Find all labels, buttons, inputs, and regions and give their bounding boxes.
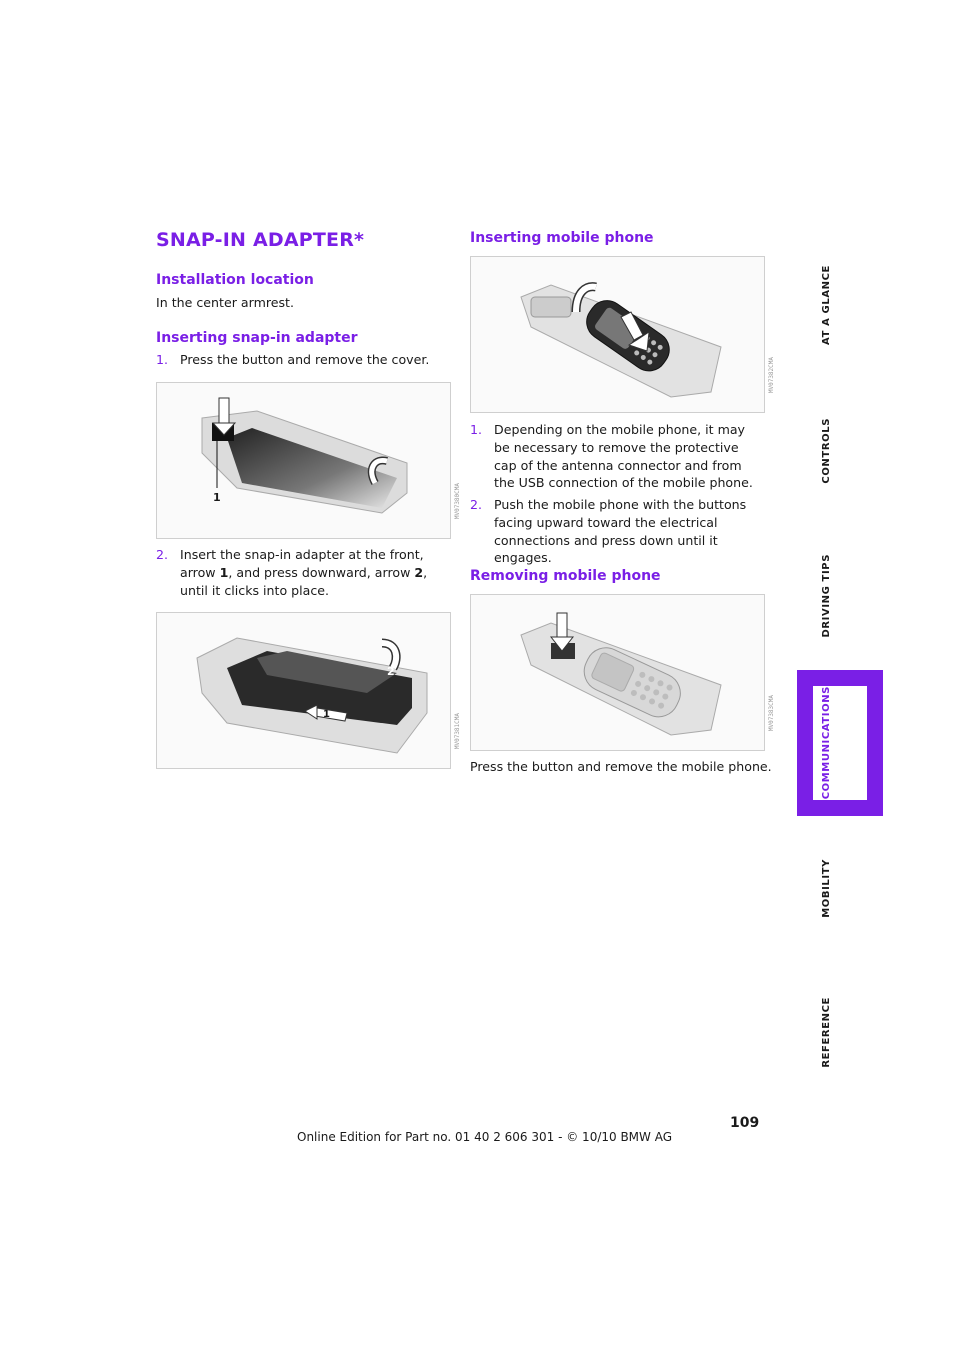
tab-controls[interactable]: CONTROLS <box>820 418 832 484</box>
callout-1: 1 <box>213 491 221 504</box>
figure-code: MV07380CMA <box>454 483 461 520</box>
adapter-step-1 <box>156 351 450 369</box>
step-text: Push the mobile phone with the buttons facing upward toward the electrical connections and press down until it engages. <box>494 497 747 566</box>
figure-remove-phone <box>470 594 775 751</box>
removing-phone-text: Press the button and remove the mobile phone. <box>470 759 772 774</box>
figure-remove-cover <box>156 382 461 539</box>
figure-code: MV07383CMA <box>768 695 775 732</box>
phone-step-1 <box>470 421 764 492</box>
callout-1: 1 <box>323 709 330 720</box>
tab-driving-tips[interactable]: DRIVING TIPS <box>820 554 832 638</box>
step-text: Press the button and remove the cover. <box>180 352 430 367</box>
tab-communications[interactable]: COMMUNICATIONS <box>820 686 832 800</box>
inserting-adapter-heading: Inserting snap-in adapter <box>156 330 358 346</box>
figure-code: MV07382CMA <box>768 357 775 394</box>
page-number: 109 <box>730 1115 760 1131</box>
phone-step-2 <box>470 496 764 567</box>
inserting-phone-heading: Inserting mobile phone <box>470 230 654 246</box>
installation-heading: Installation location <box>156 272 314 288</box>
figure-code: MV07381CMA <box>454 713 461 750</box>
step-text: Depending on the mobile phone, it may be necessary to remove the protective cap of the antenna connector and from the USB connection of the mobile phone. <box>494 422 753 491</box>
removing-phone-heading: Removing mobile phone <box>470 568 661 584</box>
installation-text: In the center armrest. <box>156 295 294 310</box>
tab-at-a-glance[interactable]: AT A GLANCE <box>820 265 832 345</box>
tab-reference[interactable]: REFERENCE <box>820 996 832 1068</box>
adapter-step-2 <box>156 546 450 599</box>
step-number: 2. <box>156 547 169 562</box>
step-number: 2. <box>470 497 483 512</box>
step-text: Insert the snap-in adapter at the front, arrow 1, and press downward, arrow 2, until it clicks into place. <box>180 547 428 598</box>
step-number: 1. <box>156 352 169 367</box>
callout-2: 2 <box>387 665 395 678</box>
footer-text: Online Edition for Part no. 01 40 2 606 301 - © 10/10 BMW AG <box>297 1130 673 1144</box>
page-title: SNAP-IN ADAPTER* <box>156 229 365 251</box>
figure-insert-phone <box>470 256 775 413</box>
tab-mobility[interactable]: MOBILITY <box>820 858 832 918</box>
figure-insert-adapter <box>156 612 461 769</box>
step-number: 1. <box>470 422 483 437</box>
